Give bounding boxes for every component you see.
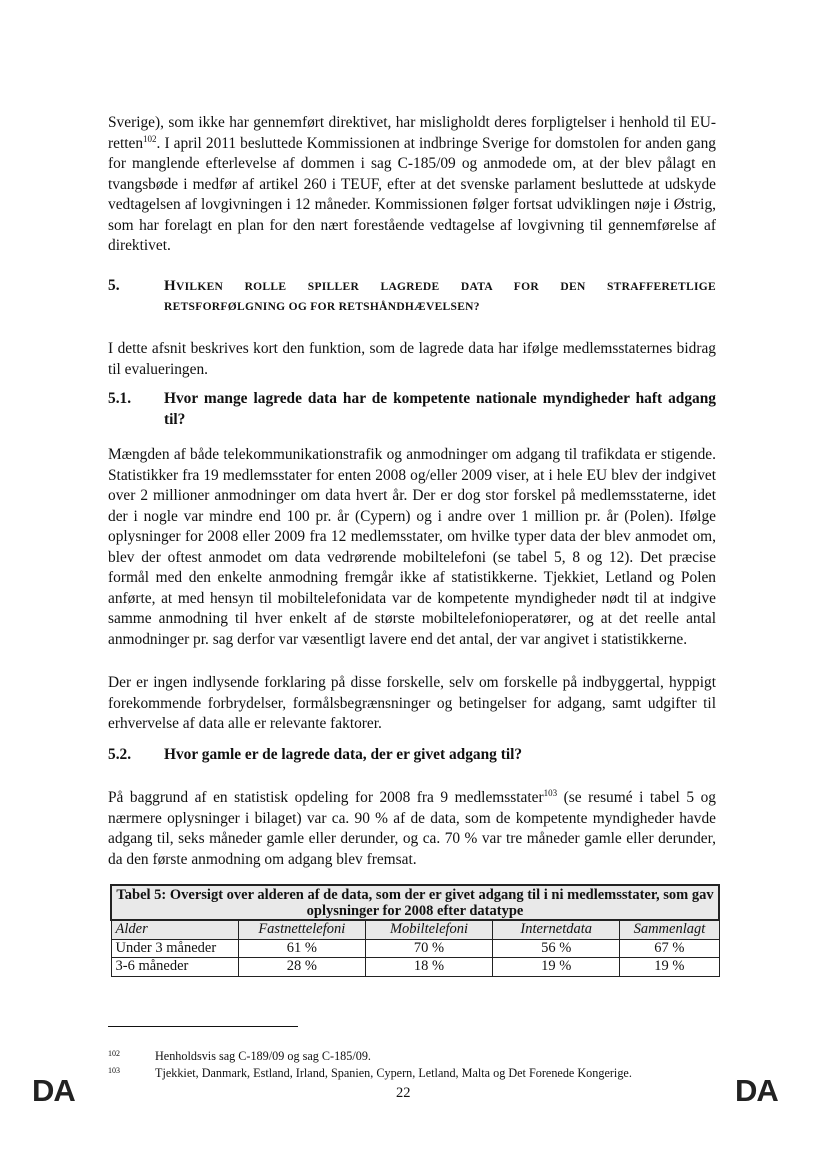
table-cell: 19 %	[493, 958, 620, 977]
heading-word: DEN	[560, 281, 586, 293]
table-5	[110, 884, 720, 977]
heading-word: DATA	[460, 281, 493, 293]
section-5-1-heading	[108, 389, 716, 430]
table-cell: 70 %	[365, 939, 492, 958]
heading-word: SPILLER	[307, 281, 360, 293]
section-5-2-title: Hvor gamle er de lagrede data, der er givet adgang til?	[164, 746, 523, 763]
section-5-1-paragraph-2: Der er ingen indlysende forklaring på disse forskelle, selv om forskelle på indbyggertal, hyppigt forekommende forbrydelser, formålsbegrænsninger og betingelser for adgang, samt udgifter til erhvervelse af data alle er relevante faktorer.	[108, 674, 716, 732]
section-5-title-line1	[164, 276, 716, 297]
table-row	[111, 958, 719, 977]
language-code-left: DA	[32, 1073, 75, 1108]
column-header: Alder	[111, 920, 238, 939]
table-cell: 3-6 måneder	[111, 958, 238, 977]
section-number: 5.2.	[108, 746, 132, 763]
footnote-number: 103	[108, 1066, 120, 1075]
heading-word: FOR	[513, 281, 539, 293]
table-cell: 19 %	[620, 958, 719, 977]
table-cell: 18 %	[365, 958, 492, 977]
footnote-text: Tjekkiet, Danmark, Estland, Irland, Spanien, Cypern, Letland, Malta og Det Forenede Kongerige.	[155, 1066, 632, 1080]
table-cell: 56 %	[493, 939, 620, 958]
section-5-intro: I dette afsnit beskrives kort den funktion, som de lagrede data har ifølge medlemsstaternes bidrag til evalueringen.	[108, 340, 716, 378]
section-5-1-paragraph-1: Mængden af både telekommunikationstrafik og anmodninger om adgang til trafikdata er stigende. Statistikker fra 19 medlemsstater for enten 2008 og/eller 2009 viser, at i hele EU blev der indgivet over 2 millioner anmodninger om data hvert år. Der er dog stor forskel på medlemsstaterne, idet der i nogle var mindre end 100 pr. år (Cypern) og i andre over 1 million pr. år (Polen). Ifølge oplysninger for 2008 eller 2009 fra 12 medlemsstater, om hvilke typer data der blev anmodet om, blev der oftest anmodet om data vedrørende mobiltelefoni (se tabel 5, 8 og 12). Det præcise formål med den enkelte anmodning fremgår ikke af statistikkerne. Tjekkiet, Letland og Polen anførte, at med hensyn til mobiltelefonidata var de kompetente myndigheder nødt til at indgive samme anmodning til hver enkelt af de største mobiltelefonioperatører, og at det reelle antal anmodninger pr. sag derfor var væsentligt lavere end det antal, der var angivet i statistikkerne.	[108, 446, 716, 648]
heading-word: LAGREDE	[380, 281, 440, 293]
intro-paragraph	[108, 113, 716, 257]
section-number: 5.	[108, 277, 120, 294]
table-row	[111, 939, 719, 958]
column-header: Fastnettelefoni	[238, 920, 365, 939]
section-5-heading	[108, 276, 716, 317]
footnote-ref-102[interactable]: 102	[143, 133, 157, 144]
footnote-number: 102	[108, 1049, 120, 1058]
section-5-2-paragraph	[108, 788, 716, 870]
heading-word: H	[164, 278, 176, 294]
section-5-2-heading	[108, 745, 716, 766]
footnote-ref-103[interactable]: 103	[543, 788, 558, 798]
intro-text-2: . I april 2011 besluttede Kommissionen at indbringe Sverige for domstolen for anden gang for manglende efterlevelse af dommen i sag C-185/09 og anmodede om, at der blev pålagt en tvangsbøde i medfør af artikel 260 i TEUF, efter at det svenske parlament besluttede at udskyde vedtagelsen af lovgivningen i 12 måneder. Kommissionen følger fortsat udviklingen nøje i Østrig, som har forelagt en plan for den nært forestående vedtagelse af lovgivning til gennemførelse af direktivet.	[108, 134, 716, 254]
heading-word: STRAFFERETLIGE	[606, 281, 716, 293]
table-cell: 28 %	[238, 958, 365, 977]
table-cell: Under 3 måneder	[111, 939, 238, 958]
column-header: Internetdata	[493, 920, 620, 939]
table-cell: 61 %	[238, 939, 365, 958]
table-caption: Tabel 5: Oversigt over alderen af de data, som der er givet adgang til i ni medlemsstater, som gav oplysninger for 2008 efter datatype	[111, 885, 719, 920]
footnote-divider	[108, 1026, 298, 1027]
table-cell: 67 %	[620, 939, 719, 958]
column-header: Mobiltelefoni	[365, 920, 492, 939]
section-5-2-text-2: (se resumé i tabel 5 og nærmere oplysninger i bilaget) var ca. 90 % af de data, som de kompetente myndigheder havde adgang til, seks måneder gamle eller derunder, og ca. 70 % var tre måneder gamle eller derunder, da den første anmodning om adgang blev fremsat.	[108, 789, 716, 868]
section-number: 5.1.	[108, 390, 132, 407]
section-5-1-title: Hvor mange lagrede data har de kompetente nationale myndigheder haft adgang til?	[164, 390, 716, 428]
page-number: 22	[396, 1085, 411, 1101]
footnote-text: Henholdsvis sag C-189/09 og sag C-185/09.	[155, 1049, 371, 1063]
heading-word: ROLLE	[244, 281, 287, 293]
language-code-right: DA	[735, 1073, 778, 1108]
footnote-103	[108, 1063, 632, 1081]
column-header: Sammenlagt	[620, 920, 719, 939]
section-5-title-line2: RETSFORFØLGNING OG FOR RETSHÅNDHÆVELSEN?	[164, 301, 480, 313]
heading-word: VILKEN	[175, 281, 224, 293]
table-header-row	[111, 920, 719, 939]
footnote-102	[108, 1046, 371, 1064]
intro-text-1: Sverige), som ikke har gennemført direktivet, har misligholdt deres forpligtelser i henhold til EU-retten	[108, 114, 716, 152]
section-5-2-text-1: På baggrund af en statistisk opdeling for 2008 fra 9 medlemsstater	[108, 789, 544, 806]
